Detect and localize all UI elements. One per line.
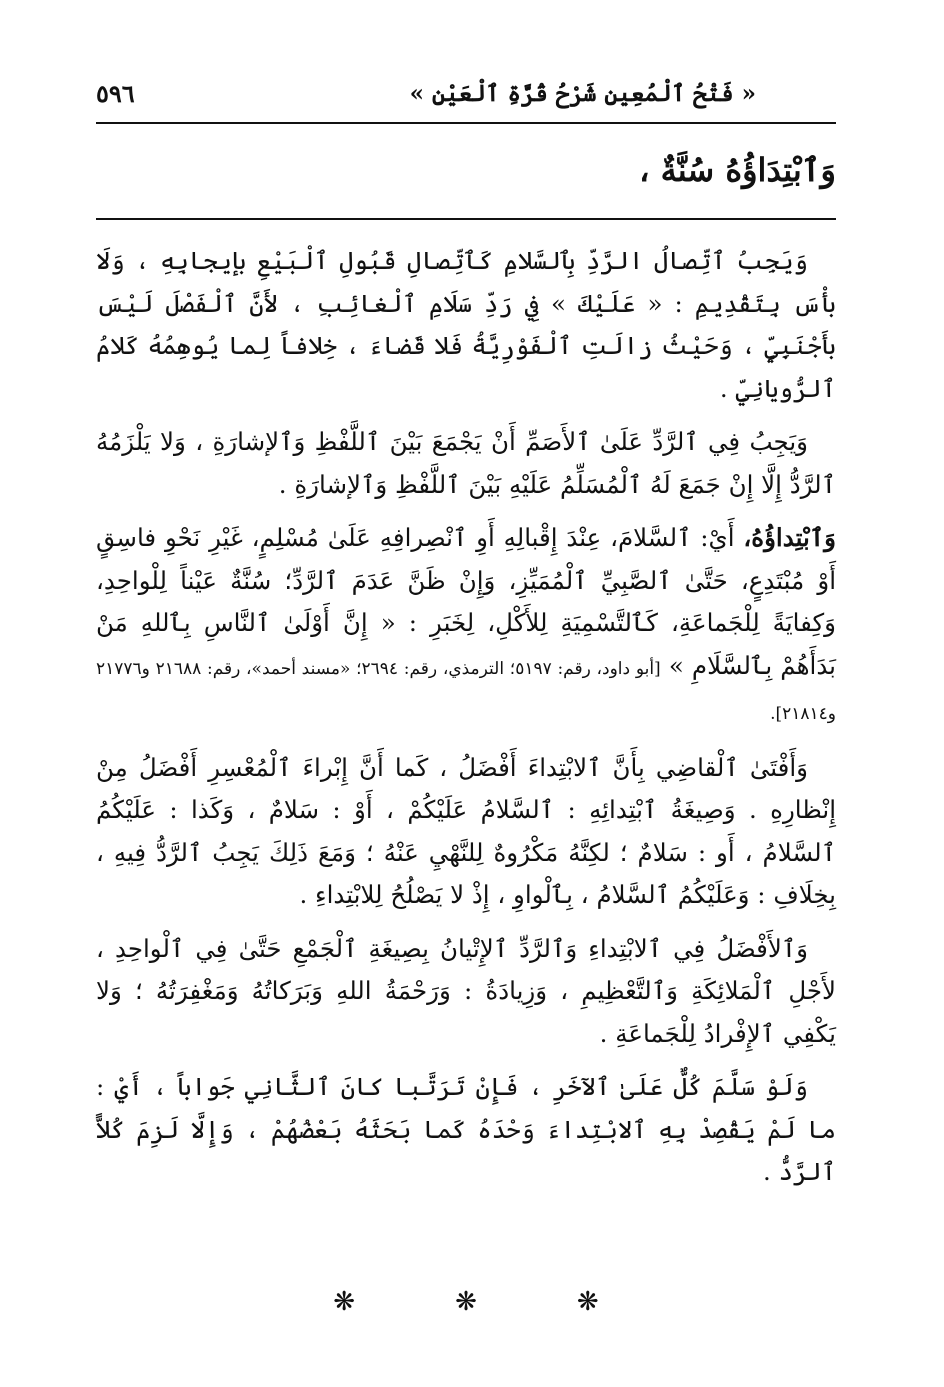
commentary-body (96, 240, 836, 1205)
paragraph-text: وَأَفْتَىٰ ٱلْقاضِي بِأَنَّ ٱلابْتِداءَ أَفْضَلُ ، كَما أَنَّ إِبْراءَ ٱلْمُعْسِرِ أَفْضَلُ مِنْ إِنْظارِهِ . وَصِيغَةُ ٱبْتِدائِهِ : ٱلسَّلامُ عَلَيْكُمْ ، أَوْ : سَلامٌ ، وَكَذا : عَلَيْكُمُ ٱلسَّلامُ ، أَو : سَلامٌ ؛ لكِنَّهُ مَكْرُوهٌ لِلنَّهْيِ عَنْهُ ؛ وَمَعَ ذَلِكَ يَجِبُ ٱلرَّدُّ فِيهِ ، بِخِلَافِ : وَعَلَيْكُمُ ٱلسَّلامُ ، بِٱلْواوِ ، إِذْ لا يَصْلُحُ لِلابْتِداءِ . (96, 752, 836, 909)
matn-text: وَٱبْتِدَاؤُهُ سُنَّةٌ ، (639, 151, 836, 189)
paragraph-text: وَيَجِبُ فِي ٱلرَّدِّ عَلَىٰ ٱلأَصَمِّ أَنْ يَجْمَعَ بَيْنَ ٱللَّفْظِ وَٱلإشارَةِ ، وَلا يَلْزَمُهُ ٱلرَّدُّ إِلَّا إِنْ جَمَعَ لَهُ ٱلْمُسَلِّمُ عَلَيْهِ بَيْنَ ٱللَّفْظِ وَٱلإشارَةِ . (96, 427, 836, 499)
header-rule (96, 122, 836, 124)
matn-quote: وَٱبْتِداؤُهُ، (743, 523, 836, 552)
paragraph (96, 747, 836, 917)
page-number: ٥٩٦ (96, 78, 135, 108)
section-end-ornament (96, 1287, 836, 1317)
paragraph-text: أَيْ: ٱلسَّلامَ، عِنْدَ إِقْبالِهِ أَوِ ٱنْصِرافِهِ عَلَىٰ مُسْلِمٍ، غَيْرِ نَحْوِ فاسِقٍ أَوْ مُبْتَدِعٍ، حَتَّىٰ ٱلصَّبِيِّ ٱلْمُمَيِّزِ، وَإِنْ ظَنَّ عَدَمَ ٱلرَّدِّ؛ سُنَّةٌ عَيْناً لِلْواحِدِ، وَكِفايَةً لِلْجَماعَةِ، كَٱلتَّسْمِيَةِ لِلأَكْلِ، لِخَبَرِ : « إِنَّ أَوْلَىٰ ٱلنَّاسِ بِٱللهِ مَنْ بَدَأَهُمْ بِٱلسَّلَامِ » (96, 523, 836, 680)
matn-separator-rule (96, 218, 836, 220)
paragraph-text: وَٱلأَفْضَلُ فِي ٱلابْتِداءِ وَٱلرَّدِّ ٱلإِتْيانُ بِصِيغَةِ ٱلْجَمْعِ حَتَّىٰ فِي ٱلْواحِدِ ، لأَجْلِ ٱلْمَلائِكَةِ وَٱلتَّعْظِيمِ ، وَزِيادَةُ : وَرَحْمَةُ اللهِ وَبَرَكاتُهُ وَمَغْفِرَتُهُ ؛ وَلا يَكْفِي ٱلإِفْرادُ لِلْجَماعَةِ . (96, 933, 836, 1048)
hadith-source-citation: [أبو داود، رقم: ٥١٩٧؛ الترمذي، رقم: ٢٦٩٤؛ «مسند أحمد»، رقم: ٢١٦٨٨ و٢١٧٧٦ و٢١٨١٤]. (96, 658, 836, 724)
paragraph (96, 517, 836, 736)
paragraph-text: وَلَوْ سَلَّمَ كُلٌّ عَلَىٰ ٱلآخَرِ ، فَإِنْ تَرَتَّبا كانَ ٱلثَّانِي جَواباً ، أَيْ : ما لَمْ يَقْصِدْ بِهِ ٱلابْتِداءَ وَحْدَهُ كَما بَحَثَهُ بَعْضُهُمْ ، وَإِلَّا لَزِمَ كُلاًّ ٱلرَّدُّ . (96, 1072, 836, 1186)
star-ornament-icon: ❋ (576, 1287, 599, 1317)
book-title: « فَتْحُ ٱلْمُعِينِ شَرْحُ قُرَّةِ ٱلْعَيْنِ » (409, 79, 756, 107)
paragraph (96, 928, 836, 1056)
page-header (96, 70, 836, 116)
paragraph (96, 1066, 836, 1194)
paragraph (96, 421, 836, 506)
paragraph (96, 240, 836, 410)
star-ornament-icon: ❋ (455, 1287, 477, 1317)
star-ornament-icon: ❋ (333, 1287, 356, 1317)
paragraph-text: وَيَجِبُ ٱتِّصالُ الرَّدِّ بِٱلسَّلامِ كَٱتِّصالِ قَبُولِ ٱلْبَيْعِ بإيجابِهِ ، وَلَا بأْسَ بِتَقْدِيمِ : « عَلَيْكَ » فِي رَدِّ سَلَامِ ٱلْغائِبِ ، لأَنَّ ٱلْفَصْلَ لَيْسَ بأَجْنَبِيٍّ ، وَحَيْثُ زالَتِ ٱلْفَوْرِيَّةُ فَلا قَضاءَ ، خِلافاً لِما يُوهِمُهُ كَلامُ ٱلرُّويانِيِّ . (96, 246, 836, 403)
